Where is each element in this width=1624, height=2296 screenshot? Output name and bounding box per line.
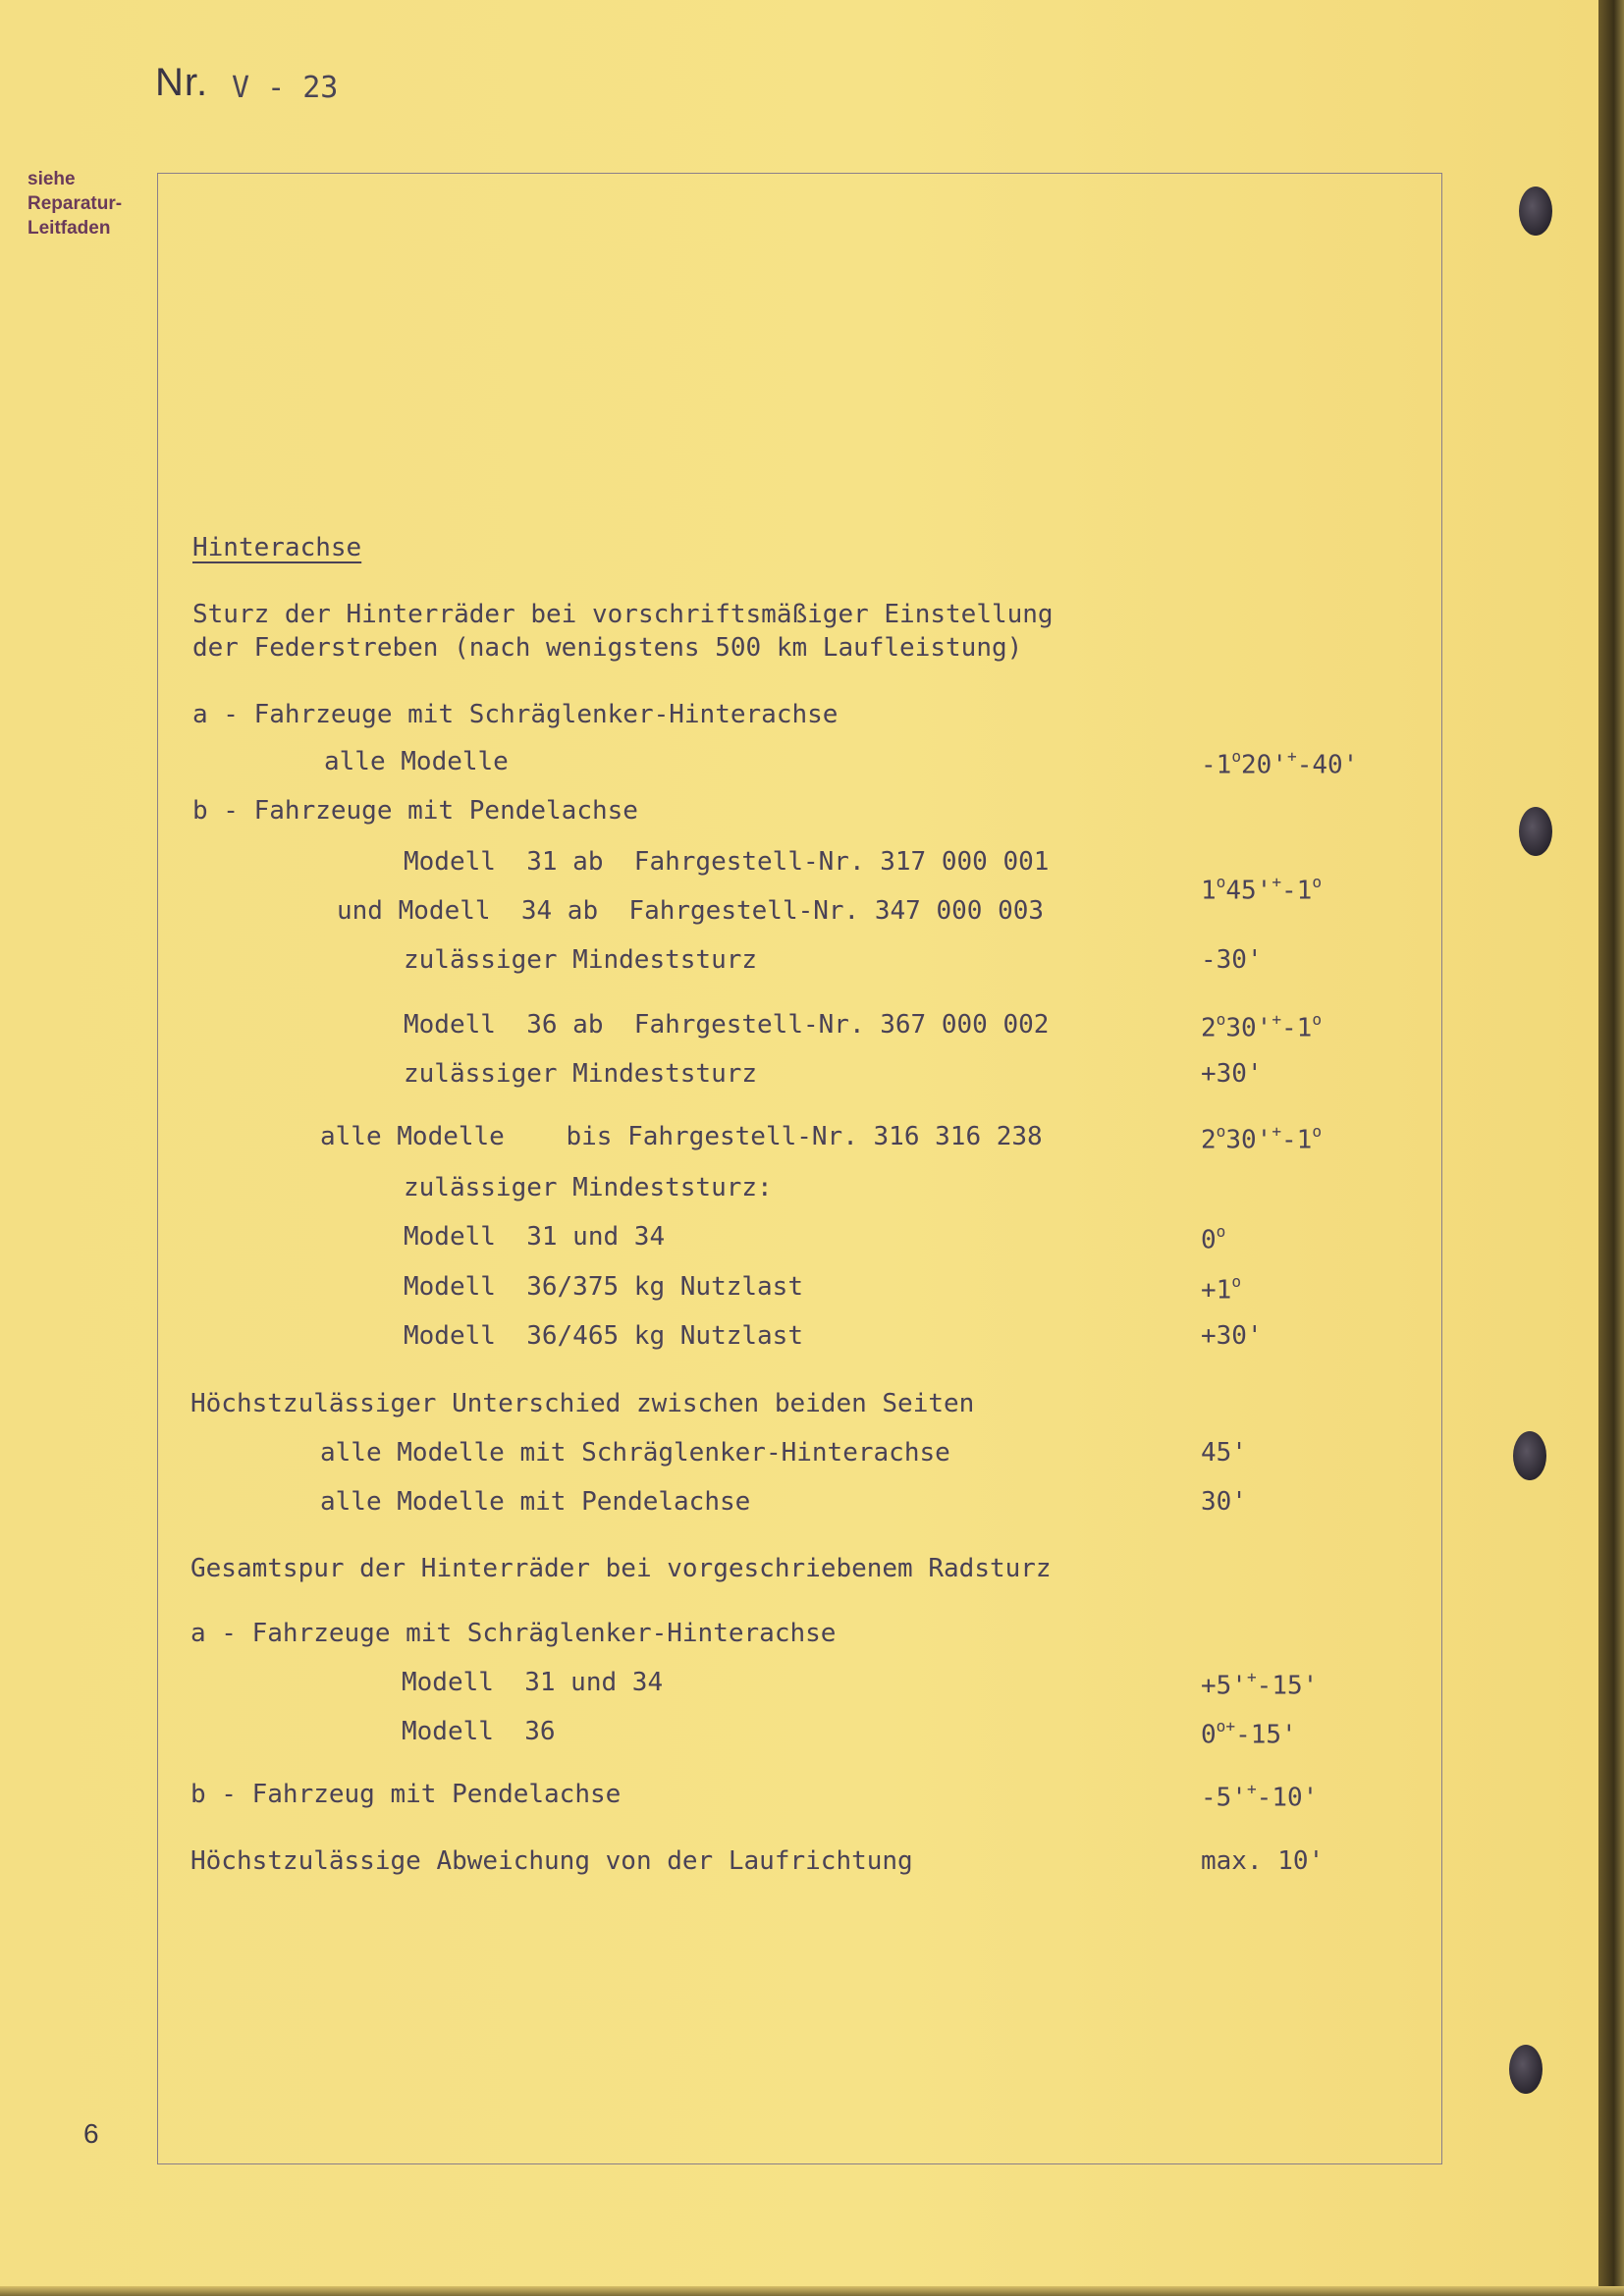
max-deviation-label: Höchstzulässige Abweichung von der Laufrichtung <box>190 1846 913 1876</box>
difference-row-label: alle Modelle mit Pendelachse <box>320 1487 751 1517</box>
camber-b-row-label: Modell 36/375 kg Nutzlast <box>404 1272 803 1302</box>
camber-b-group-value: 1$^o$45'+-1$^o$ <box>1201 873 1323 906</box>
camber-b-row-value: 2$^o$30'+-1$^o$ <box>1201 1122 1323 1155</box>
camber-b-row-label: alle Modelle bis Fahrgestell-Nr. 316 316 238 <box>320 1122 1043 1151</box>
toe-a-row-value: +5'+-15' <box>1201 1668 1319 1701</box>
camber-b-row-label: Modell 36/465 kg Nutzlast <box>404 1321 803 1351</box>
toe-heading: Gesamtspur der Hinterräder bei vorgeschriebenem Radsturz <box>190 1554 1052 1583</box>
header-document-code: V - 23 <box>232 71 339 105</box>
toe-a-heading: a - Fahrzeuge mit Schräglenker-Hinterachse <box>190 1619 837 1648</box>
binder-hole <box>1509 2045 1543 2094</box>
intro-line-1: Sturz der Hinterräder bei vorschriftsmäßiger Einstellung <box>192 600 1054 629</box>
camber-b-row-label: zulässiger Mindeststurz: <box>404 1173 773 1202</box>
difference-row-value: 30' <box>1201 1487 1247 1517</box>
camber-b-row-value: -30' <box>1201 945 1263 975</box>
camber-b-row-label: Modell 36 ab Fahrgestell-Nr. 367 000 002 <box>404 1010 1050 1040</box>
camber-a-row-label: alle Modelle <box>324 747 509 776</box>
page-edge <box>1598 0 1624 2296</box>
page-bottom-edge <box>0 2286 1624 2296</box>
camber-a-row-value: -1$^o$20'+-40' <box>1201 747 1359 780</box>
camber-b-row-label: zulässiger Mindeststurz <box>404 1059 758 1089</box>
toe-b-label: b - Fahrzeug mit Pendelachse <box>190 1780 622 1809</box>
section-title: Hinterachse <box>192 533 362 562</box>
camber-b-row-label: und Modell 34 ab Fahrgestell-Nr. 347 000 003 <box>337 896 1045 926</box>
side-note: siehe Reparatur- Leitfaden <box>27 169 123 239</box>
camber-b-row-label: Modell 31 ab Fahrgestell-Nr. 317 000 001 <box>404 847 1050 877</box>
header-number-label: Nr. <box>155 61 209 104</box>
camber-b-row-label: zulässiger Mindeststurz <box>404 945 758 975</box>
page-number: 6 <box>83 2118 99 2149</box>
toe-b-value: -5'+-10' <box>1201 1780 1319 1813</box>
difference-heading: Höchstzulässiger Unterschied zwischen beiden Seiten <box>190 1389 975 1418</box>
max-deviation-value: max. 10' <box>1201 1846 1325 1876</box>
camber-b-row-value: +30' <box>1201 1321 1263 1351</box>
intro-line-2: der Federstreben (nach wenigstens 500 km Laufleistung) <box>192 633 1023 663</box>
toe-a-row-label: Modell 31 und 34 <box>402 1668 664 1697</box>
camber-b-row-label: Modell 31 und 34 <box>404 1222 666 1252</box>
toe-a-row-value: $0^{o+}-15'$ <box>1201 1717 1297 1750</box>
camber-a-heading: a - Fahrzeuge mit Schräglenker-Hinterachse <box>192 700 839 729</box>
camber-b-heading: b - Fahrzeuge mit Pendelachse <box>192 796 638 826</box>
camber-b-row-value: 2$^o$30'+-1$^o$ <box>1201 1010 1323 1043</box>
difference-row-label: alle Modelle mit Schräglenker-Hinterachse <box>320 1438 950 1468</box>
camber-b-row-value: $+1^o$ <box>1201 1272 1242 1306</box>
binder-hole <box>1513 1431 1546 1480</box>
binder-hole <box>1519 187 1552 236</box>
difference-row-value: 45' <box>1201 1438 1247 1468</box>
camber-b-row-value: +30' <box>1201 1059 1263 1089</box>
binder-hole <box>1519 807 1552 856</box>
camber-b-row-value: 0$^o$ <box>1201 1222 1226 1255</box>
toe-a-row-label: Modell 36 <box>402 1717 556 1746</box>
